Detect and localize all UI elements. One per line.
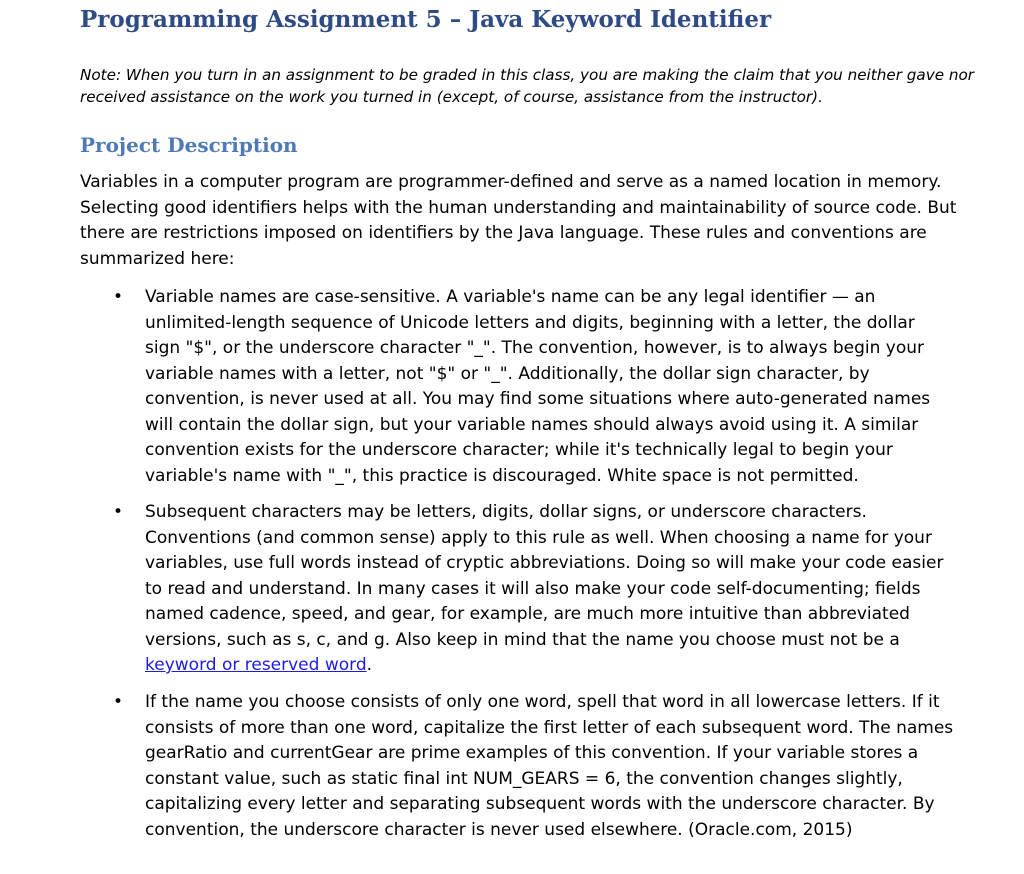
bullet-marker: • [113,287,124,307]
section-heading: Project Description [80,133,298,157]
honor-note: Note: When you turn in an assignment to be graded in this class, you are making the claim that you neither gave nor received assistance on the work you turned in (except, of course, assistance from the instructor). [80,66,975,106]
bullet-text-segment: Subsequent characters may be letters, digits, dollar signs, or underscore characters. Conventions (and common sense) apply to this rule as well. When choosing a name for your variables, use full words instead of cryptic abbreviations. Doing so will make your code easier to read and understand. In many cases it will also make your code self-documenting; fields named cadence, speed, and gear, for example, are much more intuitive than abbreviated versions, such as s, c, and g. Also keep in mind that the name you choose must not be a [145,502,944,650]
bullet-marker: • [113,502,124,522]
keyword-reserved-word-link[interactable]: keyword or reserved word [145,655,367,675]
bullet-text-segment: . [366,655,373,675]
bullet-item: Variable names are case-sensitive. A variable's name can be any legal identifier — an unlimited-length sequence of Unicode letters and digits, beginning with a letter, the dollar sign "$", or the underscore character "_". The convention, however, is to always begin your variable names with a letter, not "$" or "_". Additionally, the dollar sign character, by convention, is never used at all. You may find some situations where auto-generated names will contain the dollar sign, but your variable names should always avoid using it. A similar convention exists for the underscore character; while it's technically legal to begin your variable's name with "_", this practice is discouraged. White space is not permitted. [145,287,931,486]
bullet-marker: • [113,692,124,712]
bullet-item: If the name you choose consists of only one word, spell that word in all lowercase letters. If it consists of more than one word, capitalize the first letter of each subsequent word. The names gearRatio and currentGear are prime examples of this convention. If your variable stores a constant value, such as static final int NUM_GEARS = 6, the convention changes slightly, capitalizing every letter and separating subsequent words with the underscore character. By convention, the underscore character is never used elsewhere. (Oracle.com, 2015) [145,692,954,840]
intro-paragraph: Variables in a computer program are programmer-defined and serve as a named location in memory. Selecting good identifiers helps with the human understanding and maintainability of source code. But there are restrictions imposed on identifiers by the Java language. These rules and conventions are summarized here: [80,172,957,269]
page-title: Programming Assignment 5 – Java Keyword Identifier [80,6,772,33]
bullet-item [145,500,955,679]
